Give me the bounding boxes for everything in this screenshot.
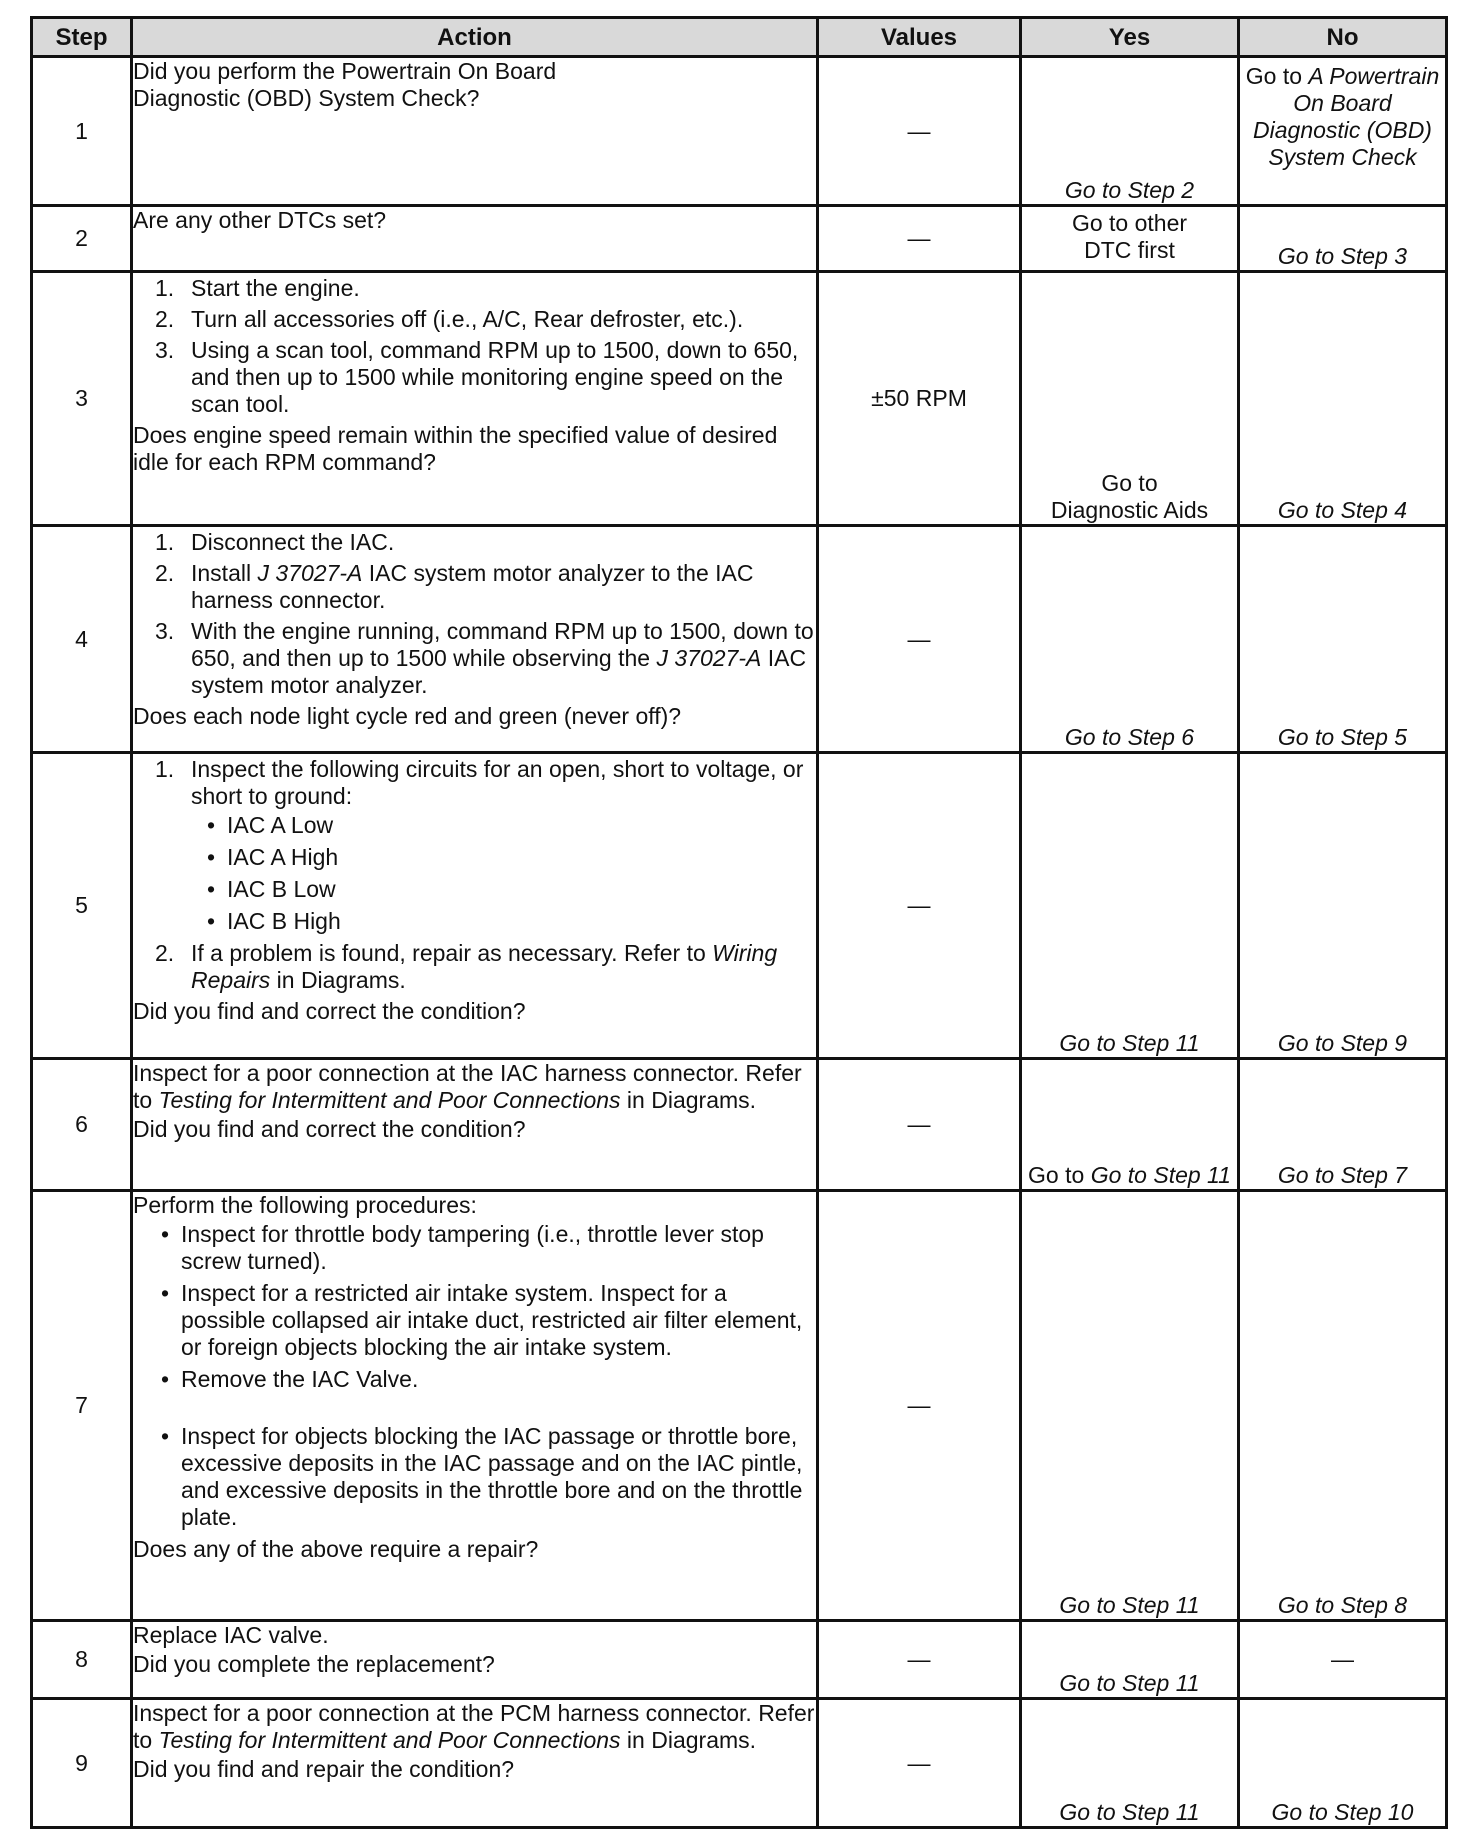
step-number: 3 [32,272,132,526]
action-question: Does engine speed remain within the specified value of desired idle for each RPM command? [133,422,778,475]
action-cell [132,1699,818,1828]
circuit-name: IAC B High [227,908,341,934]
values-cell: ±50 RPM [818,272,1021,526]
table-row [32,1621,1447,1699]
no-cell [1239,206,1447,272]
no-link[interactable]: Go to Step 4 [1277,497,1408,523]
item-text: Inspect for a restricted air intake system. Inspect for a possible collapsed air intake duct, restricted air filter element, or foreign objects blocking the air intake system. [181,1280,803,1360]
step-number: 9 [32,1699,132,1828]
yes-prefix: Go to [1028,1162,1091,1188]
table-row [32,272,1447,526]
yes-link[interactable]: Go to Step 2 [1064,177,1195,203]
table-row [32,1699,1447,1828]
no-link[interactable]: Go to Step 10 [1271,1799,1414,1825]
yes-line-2[interactable]: DTC first [1084,237,1175,263]
yes-line-1[interactable]: Go to [1101,470,1158,496]
item-text: IAC system motor analyzer to the IAC harness connector. [191,560,754,613]
action-text: Did you perform the Powertrain On Board Diagnostic (OBD) System Check? [133,58,557,111]
list-item: 1. Start the engine. [155,275,360,301]
yes-cell [1021,1621,1239,1699]
list-item: • IAC A High [207,844,339,870]
no-link[interactable]: Go to Step 8 [1277,1592,1408,1618]
values-cell: — [818,1191,1021,1621]
step-number: 7 [32,1191,132,1621]
table-row [32,1191,1447,1621]
item-text: Disconnect the IAC. [191,529,395,555]
step-number: 6 [32,1059,132,1191]
table-header-row [32,18,1447,57]
list-item: • IAC A Low [207,812,334,838]
no-link[interactable]: A Powertrain On Board Diagnostic (OBD) System Check [1253,63,1440,170]
list-item: 3. With the engine running, command RPM up to 1500, down to 650, and then up to 1500 while observing the J 37027-A IAC system motor analyzer. [155,618,814,698]
step-number: 1 [32,57,132,206]
list-item: • IAC B High [207,908,341,934]
yes-link[interactable]: Go to Step 6 [1064,724,1195,750]
yes-link[interactable]: Go to Step 11 [1059,1592,1200,1618]
reference-link[interactable]: Testing for Intermittent and Poor Connections [158,1727,621,1753]
table-row [32,526,1447,753]
procedure-list [133,756,816,994]
list-item: • Inspect for a restricted air intake system. Inspect for a possible collapsed air intake duct, restricted air filter element, or foreign objects blocking the air intake system. [161,1280,803,1360]
list-item: • Inspect for throttle body tampering (i.e., throttle lever stop screw turned). [161,1221,764,1274]
action-question: Did you find and correct the condition? [133,998,526,1024]
yes-line-2[interactable]: Diagnostic Aids [1050,497,1209,523]
yes-cell [1021,272,1239,526]
item-text: With the engine running, command RPM up to 1500, down to 650, and then up to 1500 while observing the [191,618,814,671]
yes-line-1[interactable]: Go to other [1071,210,1188,236]
yes-cell [1021,1191,1239,1621]
list-item: 2. If a problem is found, repair as necessary. Refer to Wiring Repairs in Diagrams. [155,940,778,993]
header-yes: Yes [1021,18,1239,57]
yes-cell [1021,526,1239,753]
yes-cell [1021,1699,1239,1828]
header-step: Step [32,18,132,57]
action-cell [132,1621,818,1699]
step-number: 5 [32,753,132,1059]
circuit-name: IAC A High [227,844,339,870]
action-cell [132,57,818,206]
item-text: Using a scan tool, command RPM up to 1500, down to 650, and then up to 1500 while monitoring engine speed on the scan tool. [191,337,799,417]
header-action: Action [132,18,818,57]
no-prefix: Go to [1245,63,1309,89]
values-cell: — [818,1621,1021,1699]
no-link[interactable]: Go to Step 9 [1277,1030,1408,1056]
list-item: • Inspect for objects blocking the IAC passage or throttle bore, excessive deposits in the IAC passage and on the IAC pintle, and excessive deposits in the throttle bore and on the throttle plate. [161,1423,803,1530]
table-row [32,753,1447,1059]
no-cell [1239,526,1447,753]
table-row [32,57,1447,206]
values-cell: — [818,1699,1021,1828]
reference-link[interactable]: Testing for Intermittent and Poor Connections [158,1087,621,1113]
no-cell [1239,1059,1447,1191]
no-link[interactable]: Go to Step 3 [1277,243,1408,269]
item-text: Inspect the following circuits for an open, short to voltage, or short to ground: [191,756,804,809]
action-text-part: in Diagrams. [620,1087,757,1113]
item-text: If a problem is found, repair as necessary. Refer to [191,940,713,966]
values-cell: — [818,57,1021,206]
action-cell [132,1191,818,1621]
item-text: Inspect for objects blocking the IAC passage or throttle bore, excessive deposits in the IAC passage and on the IAC pintle, and excessive deposits in the throttle bore and on the throttle plate. [181,1423,803,1530]
values-cell: — [818,526,1021,753]
action-cell [132,206,818,272]
action-cell [132,526,818,753]
no-cell [1239,753,1447,1059]
no-cell [1239,1699,1447,1828]
yes-link[interactable]: Go to Step 11 [1059,1030,1200,1056]
no-cell: — [1239,1621,1447,1699]
no-link[interactable]: Go to Step 7 [1277,1162,1408,1188]
action-text-part: in Diagrams. [620,1727,757,1753]
no-link[interactable]: Go to Step 5 [1277,724,1408,750]
step-number: 2 [32,206,132,272]
list-item: 2. Turn all accessories off (i.e., A/C, Rear defroster, etc.). [155,306,744,332]
header-no: No [1239,18,1447,57]
item-text: IAC system motor analyzer. [191,645,807,698]
item-text: Install [191,560,258,586]
table-row [32,206,1447,272]
action-cell [132,272,818,526]
action-text-part: Inspect for a poor connection at the PCM harness connector. Refer to [133,1700,815,1753]
list-item: • IAC B Low [207,876,336,902]
action-question: Does each node light cycle red and green (never off)? [133,703,682,729]
table-row [32,1059,1447,1191]
values-cell: — [818,753,1021,1059]
yes-link[interactable]: Go to Step 11 [1059,1799,1200,1825]
list-item: 2. Install J 37027-A IAC system motor analyzer to the IAC harness connector. [155,560,754,613]
diagnostic-table [30,16,1448,1829]
item-text: Start the engine. [191,275,360,301]
action-question: Did you complete the replacement? [133,1651,495,1677]
tool-name: J 37027-A [656,645,762,671]
action-question: Did you find and repair the condition? [133,1756,515,1782]
action-intro: Perform the following procedures: [133,1192,477,1218]
no-cell [1239,1191,1447,1621]
item-text: Remove the IAC Valve. [181,1366,419,1392]
action-text-part: Inspect for a poor connection at the IAC harness connector. Refer to [133,1060,802,1113]
action-text [133,1700,816,1754]
step-number: 4 [32,526,132,753]
no-cell [1239,272,1447,526]
procedure-list [133,275,816,418]
item-text: Turn all accessories off (i.e., A/C, Rear defroster, etc.). [191,306,744,332]
yes-link[interactable]: Go to Step 11 [1059,1670,1200,1696]
circuit-name: IAC A Low [227,812,334,838]
yes-cell [1021,206,1239,272]
yes-cell [1021,57,1239,206]
procedure-list [133,1221,816,1531]
procedure-list [133,529,816,699]
action-cell [132,1059,818,1191]
action-question: Does any of the above require a repair? [133,1536,539,1562]
circuit-name: IAC B Low [227,876,336,902]
action-text: Are any other DTCs set? [133,207,387,233]
action-question: Did you find and correct the condition? [133,1116,526,1142]
circuit-list [133,812,816,935]
item-text: Inspect for throttle body tampering (i.e., throttle lever stop screw turned). [181,1221,764,1274]
action-cell [132,753,818,1059]
tool-name: J 37027-A [257,560,363,586]
values-cell: — [818,1059,1021,1191]
values-cell: — [818,206,1021,272]
header-values: Values [818,18,1021,57]
action-text: Replace IAC valve. [133,1622,329,1648]
item-text: in Diagrams. [270,967,406,993]
list-item: • Remove the IAC Valve. [161,1366,419,1392]
yes-link[interactable]: Go to Step 11 [1090,1162,1231,1188]
step-number: 8 [32,1621,132,1699]
list-item: 3. Using a scan tool, command RPM up to 1500, down to 650, and then up to 1500 while monitoring engine speed on the scan tool. [155,337,799,417]
reference-link[interactable]: Wiring Repairs [191,940,778,993]
list-item: 1. Disconnect the IAC. [155,529,395,555]
no-cell [1239,57,1447,206]
list-item: 1. Inspect the following circuits for an open, short to voltage, or short to ground: • IAC A Low • IAC A High • IAC B Low • IAC B High [133,756,816,935]
yes-cell [1021,1059,1239,1191]
action-text [133,1060,816,1114]
yes-cell [1021,753,1239,1059]
